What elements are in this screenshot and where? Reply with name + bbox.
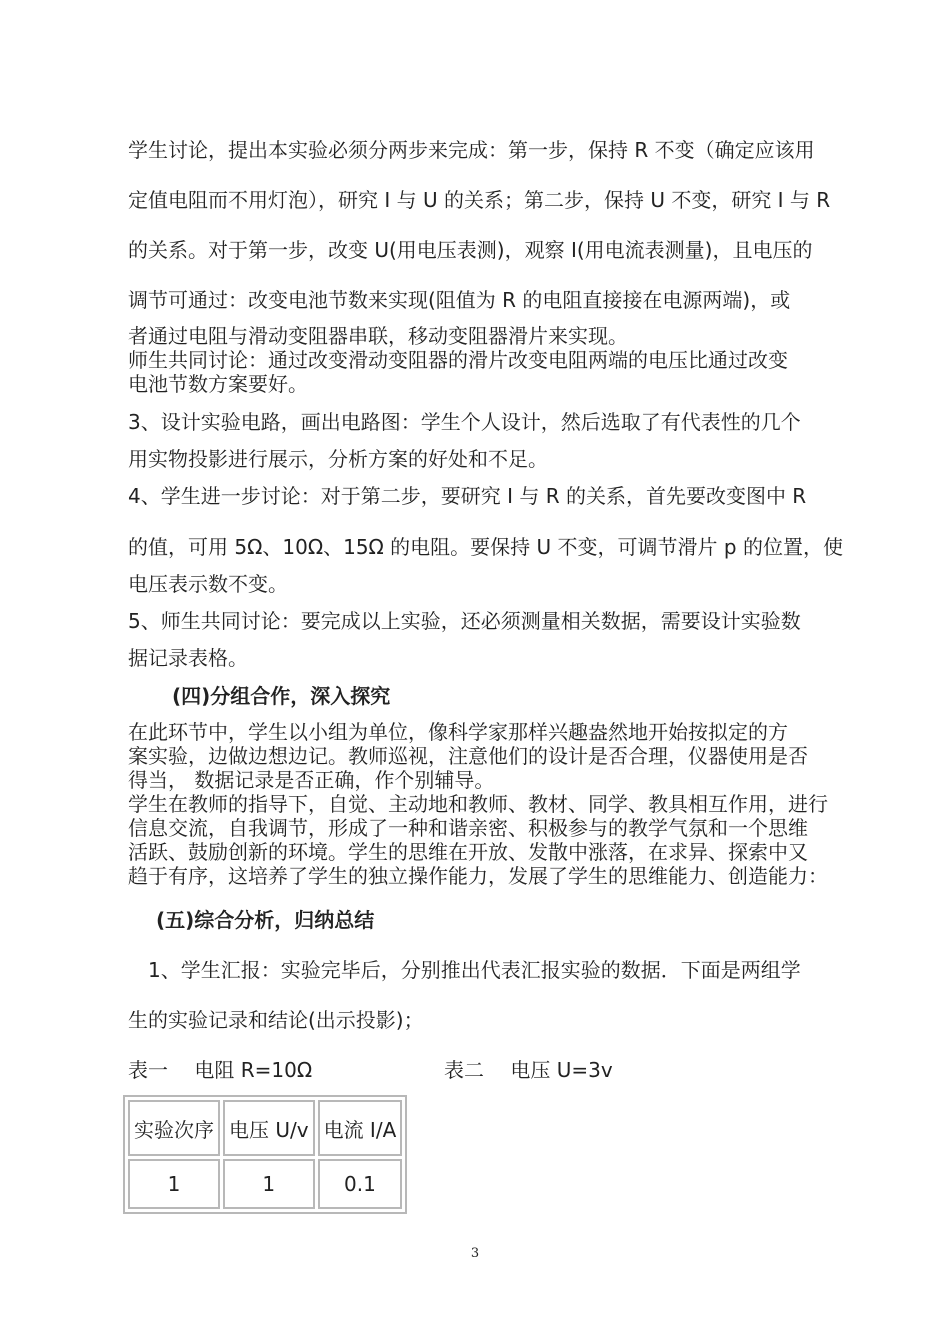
text-line: 5、师生共同讨论：要完成以上实验，还必须测量相关数据，需要设计实验数	[128, 609, 801, 633]
page-number: 3	[470, 1246, 480, 1261]
text-line: 信息交流，自我调节，形成了一种和谐亲密、积极参与的教学气氛和一个思维	[128, 816, 808, 840]
text-line: 用实物投影进行展示，分析方案的好处和不足。	[128, 447, 548, 471]
paragraph-report	[128, 945, 860, 1045]
table2-caption: 表二 电压 U=3v	[444, 1058, 613, 1082]
section-heading-5: (五)综合分析，归纳总结	[156, 908, 375, 932]
table-cell: 1	[128, 1159, 220, 1209]
table1-caption: 表一 电阻 R=10Ω	[128, 1058, 313, 1082]
text-line: 得当， 数据记录是否正确，作个别辅导。	[128, 768, 495, 792]
text-line: 4、学生进一步讨论：对于第二步，要研究 I 与 R 的关系，首先要改变图中 R	[128, 484, 807, 508]
text-line: 案实验，边做边想边记。教师巡视，注意他们的设计是否合理，仪器使用是否	[128, 744, 808, 768]
table-cell: 0.1	[318, 1159, 403, 1209]
table-header-row	[128, 1100, 402, 1156]
text-line: 趋于有序，这培养了学生的独立操作能力，发展了学生的思维能力、创造能力：	[128, 864, 828, 888]
text-line: 电压表示数不变。	[128, 572, 288, 596]
paragraph-circuit-design	[128, 404, 860, 515]
text-line: 活跃、鼓励创新的环境。学生的思维在开放、发散中涨落，在求异、探索中又	[128, 840, 808, 864]
table-row	[128, 1159, 402, 1209]
experiment-data-table	[123, 1095, 407, 1214]
text-line: 者通过电阻与滑动变阻器串联，移动变阻器滑片来实现。	[128, 324, 628, 348]
text-line: 生的实验记录和结论(出示投影)；	[128, 1008, 424, 1032]
table-header-cell: 电压 U/v	[223, 1100, 315, 1156]
text-line: 1、学生汇报：实验完毕后，分别推出代表汇报实验的数据．下面是两组学	[148, 958, 801, 982]
text-line: 调节可通过：改变电池节数来实现(阻值为 R 的电阻直接接在电源两端)，或	[128, 288, 791, 312]
paragraph-resistance	[128, 529, 860, 677]
text-line: 3、设计实验电路，画出电路图：学生个人设计，然后选取了有代表性的几个	[128, 410, 801, 434]
text-line: 师生共同讨论：通过改变滑动变阻器的滑片改变电阻两端的电压比通过改变	[128, 348, 788, 372]
paragraph-group-work	[128, 720, 860, 888]
text-line: 的值，可用 5Ω、10Ω、15Ω 的电阻。要保持 U 不变，可调节滑片 p 的位置，使	[128, 535, 843, 559]
text-line: 的关系。对于第一步，改变 U(用电压表测)，观察 I(用电流表测量)，且电压的	[128, 238, 813, 262]
text-line: 在此环节中，学生以小组为单位，像科学家那样兴趣盎然地开始按拟定的方	[128, 720, 788, 744]
section-heading-4: (四)分组合作，深入探究	[172, 684, 391, 708]
text-line: 电池节数方案要好。	[128, 372, 308, 396]
text-line: 定值电阻而不用灯泡），研究 I 与 U 的关系；第二步，保持 U 不变，研究 I 与 R	[128, 188, 831, 212]
text-line: 学生在教师的指导下，自觉、主动地和教师、教材、同学、教具相互作用，进行	[128, 792, 828, 816]
table-header-cell: 电流 I/A	[318, 1100, 403, 1156]
text-line: 学生讨论，提出本实验必须分两步来完成：第一步，保持 R 不变（确定应该用	[128, 138, 815, 162]
paragraph-discussion	[128, 324, 860, 396]
table-cell: 1	[223, 1159, 315, 1209]
paragraph-experiment-steps	[128, 125, 860, 325]
text-line: 据记录表格。	[128, 646, 248, 670]
table-header-cell: 实验次序	[128, 1100, 220, 1156]
